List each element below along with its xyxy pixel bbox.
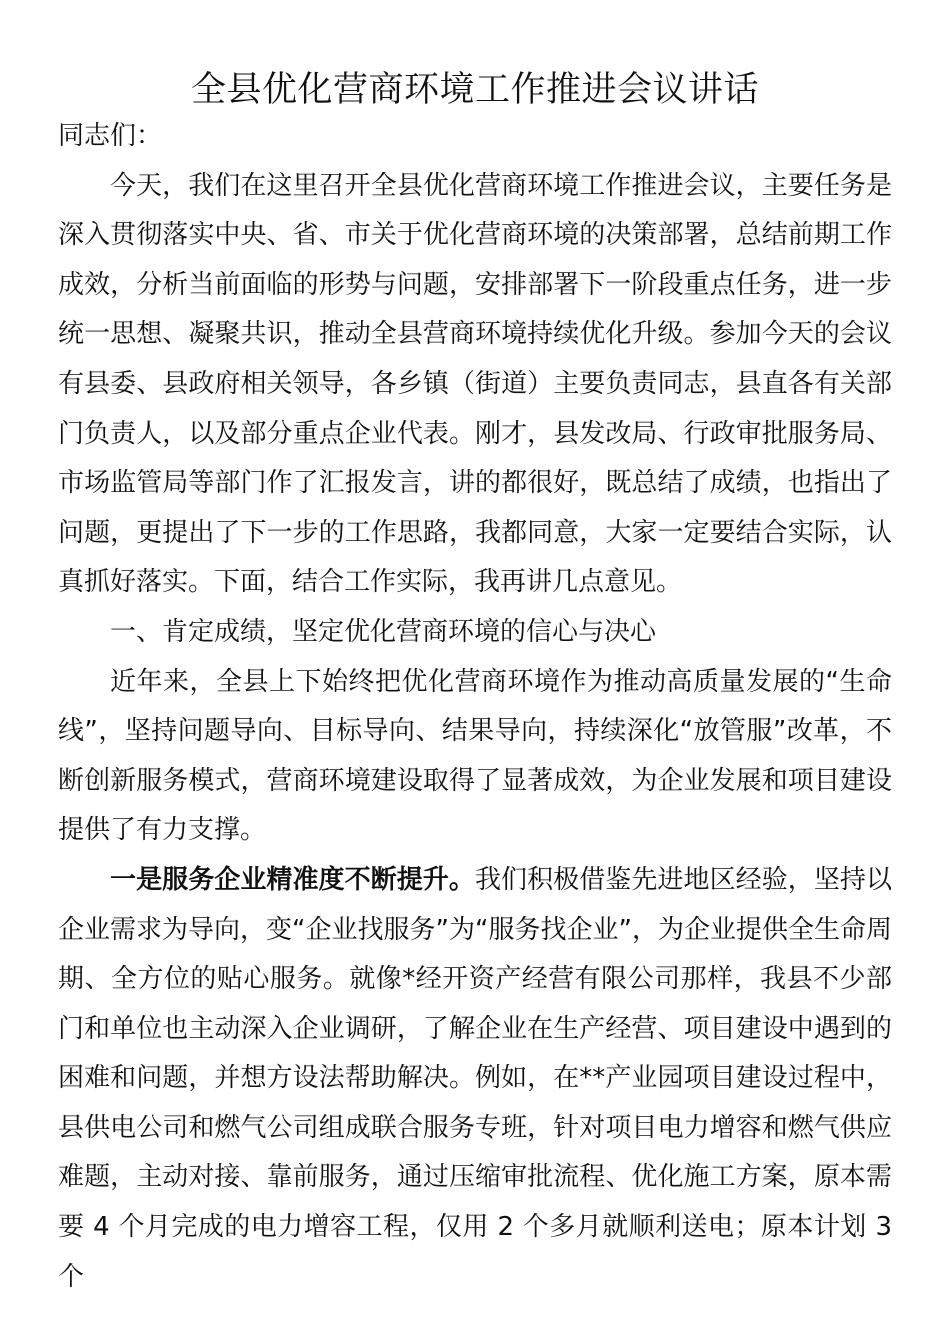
point-one-text: 我们积极借鉴先进地区经验，坚持以企业需求为导向，变“企业找服务”为“服务找企业”，为企业提供全生命周期、全方位的贴心服务。就像*经开资产经营有限公司那样，我县不少部门和单位也主动深入企业调研，了解企业在生产经营、项目建设中遇到的困难和问题，并想方设法帮助解决。例如，在**产业园项目建设过程中，县供电公司和燃气公司组成联合服务专班，针对项目电力增容和燃气供应难题，主动对接、靠前服务，通过压缩审批流程、优化施工方案，原本需要 4 个月完成的电力增容工程，仅用 2 个多月就顺利送电；原本计划 3 个 <box>58 864 892 1292</box>
opening-paragraph: 今天，我们在这里召开全县优化营商环境工作推进会议，主要任务是深入贯彻落实中央、省、市关于优化营商环境的决策部署，总结前期工作成效，分析当前面临的形势与问题，安排部署下一阶段重点任务，进一步统一思想、凝聚共识，推动全县营商环境持续优化升级。参加今天的会议有县委、县政府相关领导，各乡镇（街道）主要负责同志，县直各有关部门负责人，以及部分重点企业代表。刚才，县发改局、行政审批服务局、市场监管局等部门作了汇报发言，讲的都很好，既总结了成绩，也指出了问题，更提出了下一步的工作思路，我都同意，大家一定要结合实际，认真抓好落实。下面，结合工作实际，我再讲几点意见。 <box>58 170 892 598</box>
point-one-lead: 一是服务企业精准度不断提升。 <box>110 864 475 895</box>
document-body <box>58 112 892 1302</box>
salutation: 同志们： <box>58 121 163 151</box>
section-heading-one: 一、肯定成绩，坚定优化营商环境的信心与决心 <box>110 616 657 647</box>
point-one-paragraph <box>58 856 892 1302</box>
document-title: 全县优化营商环境工作推进会议讲话 <box>190 70 759 110</box>
section-one-intro-paragraph: 近年来，全县上下始终把优化营商环境作为推动高质量发展的“生命线”，坚持问题导向、目标导向、结果导向，持续深化“放管服”改革，不断创新服务模式，营商环境建设取得了显著成效，为企业发展和项目建设提供了有力支撑。 <box>58 666 892 846</box>
